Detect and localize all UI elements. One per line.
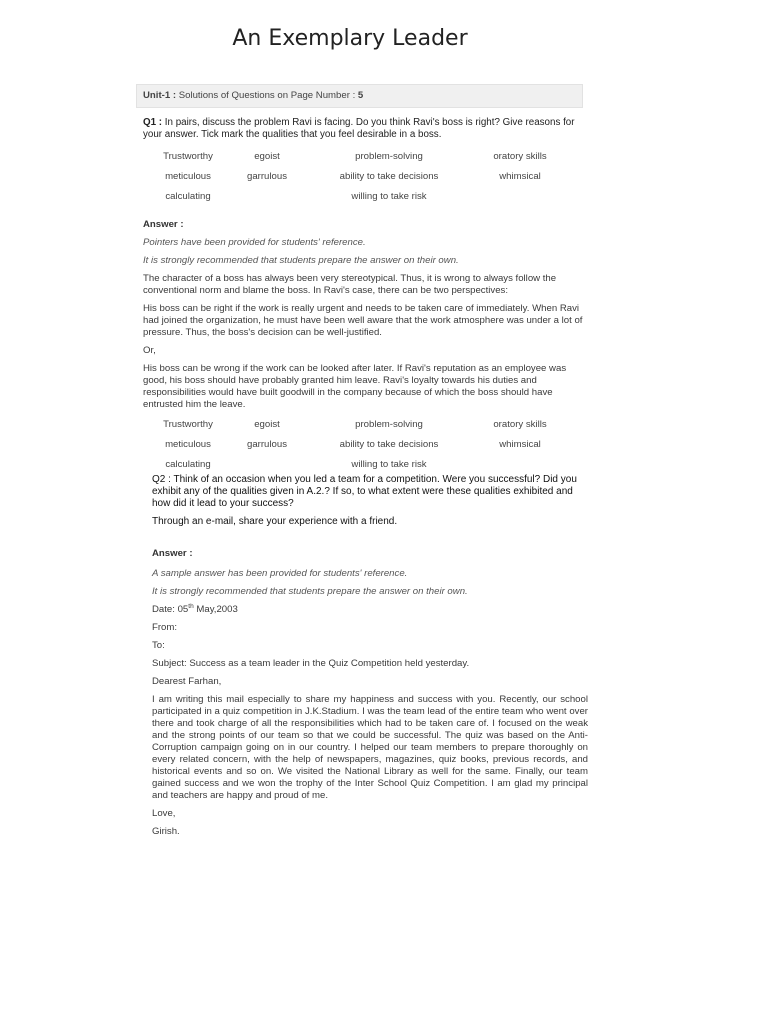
table-row [143,435,563,455]
table-cell: egoist [254,151,280,162]
question-1-label: Q1 : [143,117,163,128]
table-cell: garrulous [247,171,287,182]
qualities-table-answer [143,415,563,475]
table-cell: egoist [254,419,280,430]
table-cell [233,187,301,207]
answer-2-note-2: It is strongly recommended that students prepare the answer on their own. [152,586,468,597]
question-2-label: Q2 : [152,474,171,485]
table-cell: problem-solving [355,419,423,430]
table-cell: garrulous [247,439,287,450]
answer-2-label: Answer : [152,548,193,559]
answer-1-note-1: Pointers have been provided for students' reference. [143,237,366,248]
question-2-text: Think of an occasion when you led a team for a competition. Were you successful? Did you exhibit any of the qualities given in A.2.? If so, to what extent were these qualities exhibited and how did it lead to your success? [152,474,577,509]
question-2 [152,474,588,510]
email-subject: Subject: Success as a team leader in the Quiz Competition held yesterday. [152,658,470,669]
email-body: I am writing this mail especially to share my happiness and success with you. Recently, our school participated in a quiz competition in J.K.Stadium. I was the team lead of the entire team who went over there and took charge of all the responsibilities which had to be taken care of. I focused on the weak and the strong points of our team so that we could be successful. The quiz was based on the Anti-Corruption campaign going on in our country. I helped our team members to prepare thoroughly on every related concern, with the help of newspapers, magazines, quiz books, previous records, and historical events and so on. We visited the National Library as well for the same. Finally, our team gained success and we won the trophy of the Inter School Quiz Competition. I am glad my principal and teachers are happy and proud of me. [152,694,588,801]
solution-panel [136,84,583,475]
question-1-text: In pairs, discuss the problem Ravi is facing. Do you think Ravi's boss is right? Give reasons for your answer. Tick mark the qualities that you feel desirable in a boss. [143,117,575,140]
email-to: To: [152,640,165,651]
question-2-panel [152,474,588,838]
email-greeting: Dearest Farhan, [152,676,222,687]
table-cell: calculating [165,459,211,470]
answer-1-label: Answer : [143,219,184,230]
page-title: An Exemplary Leader [232,26,468,51]
question-1 [143,117,583,141]
table-cell: meticulous [165,171,211,182]
unit-label: Unit-1 : [143,90,177,101]
table-row [143,187,563,207]
table-row [143,455,563,475]
email-date [152,604,588,616]
table-row [143,167,563,187]
answer-1-paragraph-2: His boss can be right if the work is really urgent and needs to be taken care of immediately. When Ravi had joined the organization, he must have been well aware that the work atmosphere was under a lot of pressure. Thus, the boss's decision can be well-justified. [143,303,583,338]
table-cell: willing to take risk [351,191,427,202]
table-cell: oratory skills [493,419,547,430]
table-cell: willing to take risk [351,459,427,470]
question-2-sub: Through an e-mail, share your experience with a friend. [152,516,398,527]
email-from: From: [152,622,178,633]
unit-page-number: 5 [357,90,364,101]
email-closing: Love, [152,808,176,819]
table-row [143,415,563,435]
unit-text: Solutions of Questions on Page Number : [178,90,356,101]
email-signature: Girish. [152,826,180,837]
table-cell: whimsical [499,171,541,182]
qualities-table [143,147,563,207]
unit-header [136,84,583,108]
table-cell [477,455,563,475]
email-date-suffix-sup: th [188,602,194,610]
answer-2-note-1: A sample answer has been provided for students' reference. [152,568,408,579]
table-cell: calculating [165,191,211,202]
answer-1-note-2: It is strongly recommended that students prepare the answer on their own. [143,255,459,266]
table-cell: whimsical [499,439,541,450]
email-date-suffix: May,2003 [193,604,238,615]
table-cell: ability to take decisions [339,439,439,450]
table-cell: Trustworthy [163,419,213,430]
answer-1-paragraph-1: The character of a boss has always been very stereotypical. Thus, it is wrong to always follow the conventional norm and blame the boss. In Ravi's case, there can be two perspectives: [143,273,557,296]
table-cell: ability to take decisions [339,171,439,182]
table-cell [477,187,563,207]
table-cell [233,455,301,475]
table-row [143,147,563,167]
answer-1-paragraph-3: His boss can be wrong if the work can be looked after later. If Ravi's reputation as an employee was good, his boss should have probably granted him leave. Ravi's loyalty towards his duties and responsibilities would have built goodwill in the company because of which the boss should have entrusted him the leave. [143,363,567,410]
table-cell: meticulous [165,439,211,450]
table-cell: Trustworthy [163,151,213,162]
answer-1-or: Or, [143,345,156,356]
email-date-prefix: Date: 05 [152,604,189,615]
table-cell: problem-solving [355,151,423,162]
table-cell: oratory skills [493,151,547,162]
